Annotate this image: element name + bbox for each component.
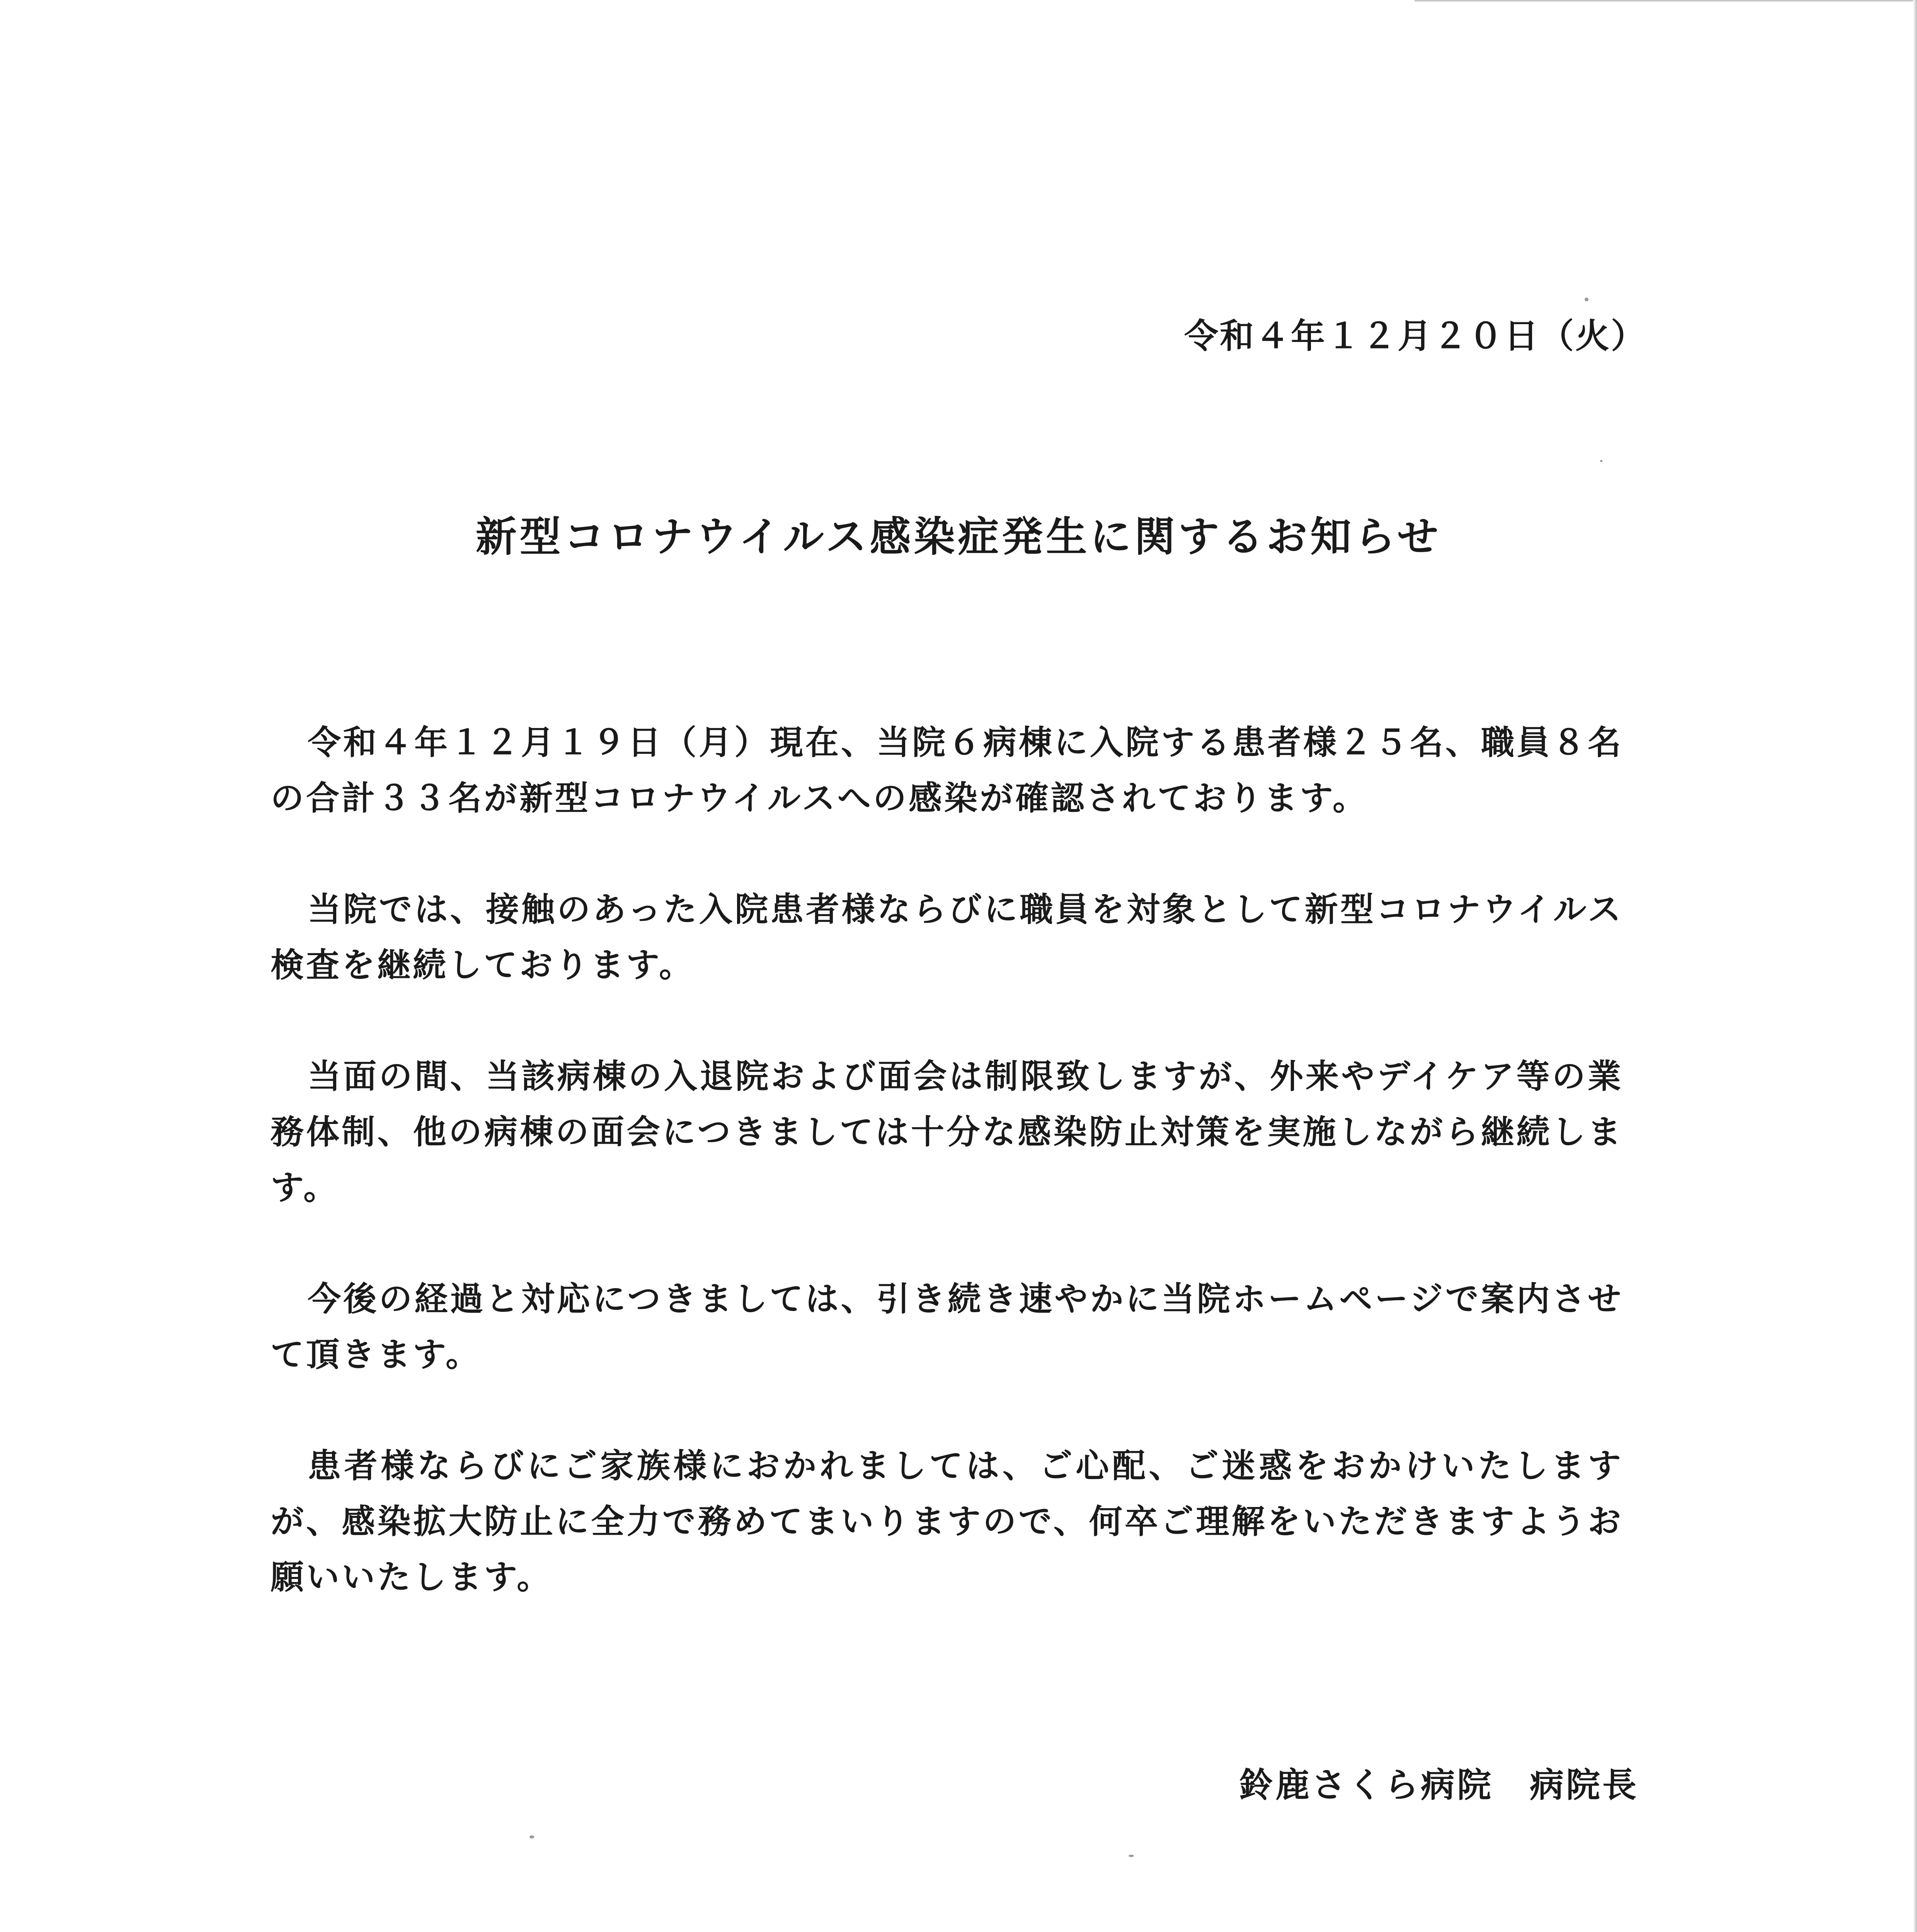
paragraph-apology: 患者様ならびにご家族様におかれましては、ご心配、ご迷惑をおかけいたしますが、感染拡大防止に全力で務めてまいりますので、何卒ご理解をいただきますようお願いいたします。 (271, 1447, 1623, 1597)
paragraph-infection-status: 令和４年１２月１９日（月）現在、当院６病棟に入院する患者様２５名、職員８名の合計３３名が新型コロナウイルスへの感染が確認されております。 (271, 723, 1623, 818)
scan-speck (1129, 1855, 1134, 1857)
scan-edge-top (1415, 0, 1917, 2)
notice-date: 令和４年１２月２０日（火） (1184, 316, 1646, 356)
paragraph-testing: 当院では、接触のあった入院患者様ならびに職員を対象として新型コロナウイルス検査を継続しております。 (271, 890, 1623, 985)
scan-speck (1600, 460, 1602, 462)
notice-body (271, 715, 1623, 1661)
scan-speck (1585, 298, 1588, 301)
notice-title: 新型コロナウイルス感染症発生に関するお知らせ (475, 513, 1442, 561)
scan-speck (529, 1835, 534, 1838)
paragraph-visit-restrictions: 当面の間、当該病棟の入退院および面会は制限致しますが、外来やデイケア等の業務体制、他の病棟の面会につきましては十分な感染防止対策を実施しながら継続します。 (271, 1057, 1623, 1207)
scan-edge-right (1913, 0, 1917, 1932)
signature: 鈴鹿さくら病院 病院長 (1239, 1765, 1639, 1805)
paragraph-updates: 今後の経過と対応につきましては、引き続き速やかに当院ホームページで案内させて頂きます。 (271, 1280, 1623, 1374)
